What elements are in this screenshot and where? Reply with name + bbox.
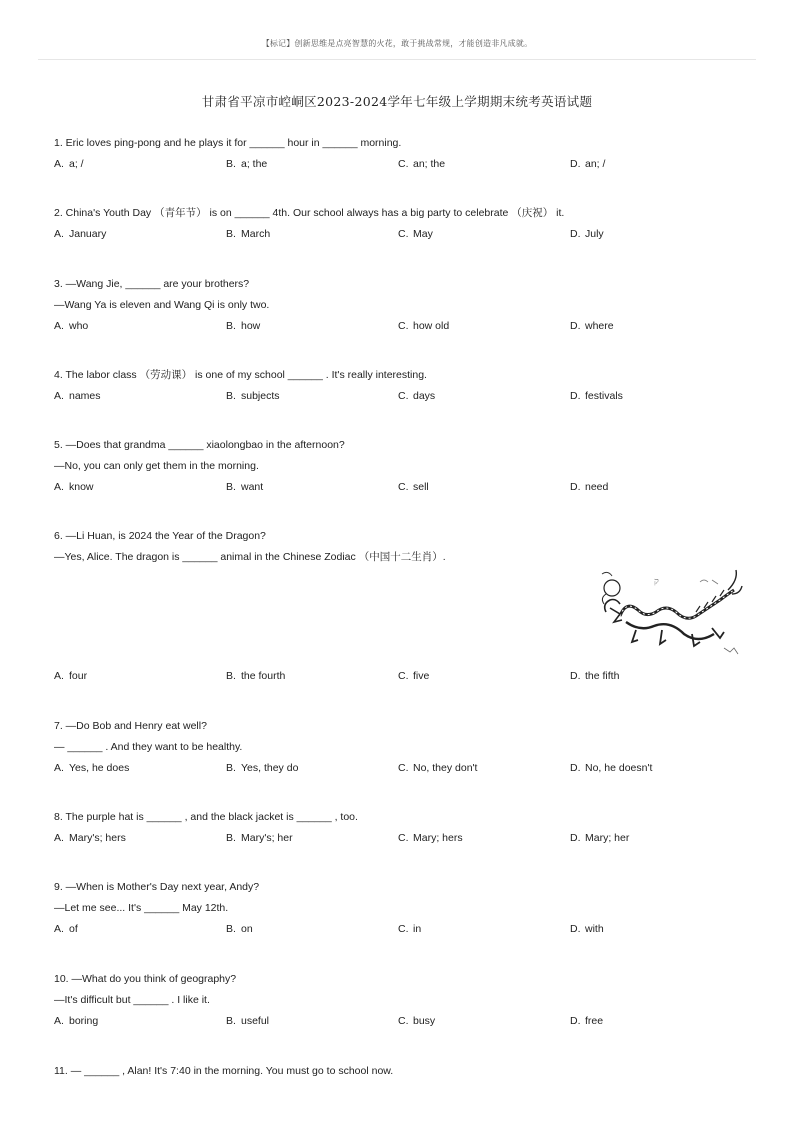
option-text: Mary; hers <box>413 832 463 844</box>
option-d[interactable] <box>570 319 614 333</box>
option-b[interactable] <box>226 389 280 403</box>
question-stem: 3. —Wang Jie, ______ are your brothers? <box>54 278 250 290</box>
option-text: a; / <box>69 158 84 170</box>
option-text: January <box>69 228 107 240</box>
option-c[interactable] <box>398 480 429 494</box>
option-c[interactable] <box>398 1014 435 1028</box>
option-text: free <box>585 1015 604 1027</box>
option-text: March <box>241 228 271 240</box>
document-title: 甘肃省平凉市崆峒区2023-2024学年七年级上学期期末统考英语试题 <box>201 94 593 109</box>
option-text: Mary's; hers <box>69 832 126 844</box>
option-letter: D. <box>570 670 581 682</box>
option-b[interactable] <box>226 1014 269 1028</box>
option-a[interactable] <box>54 1014 98 1028</box>
option-b[interactable] <box>226 761 298 775</box>
option-d[interactable] <box>570 480 608 494</box>
option-b[interactable] <box>226 480 263 494</box>
option-letter: B. <box>226 1015 236 1027</box>
option-c[interactable] <box>398 761 477 775</box>
option-letter: C. <box>398 1015 409 1027</box>
option-text: subjects <box>241 390 280 402</box>
option-text: with <box>585 923 604 935</box>
question-stem: 9. —When is Mother's Day next year, Andy? <box>54 881 260 893</box>
option-letter: C. <box>398 670 409 682</box>
option-b[interactable] <box>226 831 293 845</box>
option-letter: C. <box>398 390 409 402</box>
question-stem: 5. —Does that grandma ______ xiaolongbao in the afternoon? <box>54 439 345 451</box>
option-text: who <box>69 320 89 332</box>
option-letter: C. <box>398 320 409 332</box>
question-stem: 7. —Do Bob and Henry eat well? <box>54 720 207 732</box>
option-a[interactable] <box>54 319 88 333</box>
option-b[interactable] <box>226 922 253 936</box>
option-letter: D. <box>570 228 581 240</box>
question-dialogue-line: —Let me see... It's ______ May 12th. <box>54 902 229 914</box>
option-letter: D. <box>570 320 581 332</box>
option-letter: A. <box>54 158 64 170</box>
option-letter: A. <box>54 762 64 774</box>
option-d[interactable] <box>570 227 604 241</box>
option-letter: D. <box>570 762 581 774</box>
option-text: four <box>69 670 88 682</box>
question-stem: 4. The labor class （劳动课） is one of my school ______ . It's really interesting. <box>54 369 427 381</box>
question-stem: 8. The purple hat is ______ , and the black jacket is ______ , too. <box>54 811 358 823</box>
option-letter: B. <box>226 481 236 493</box>
option-letter: B. <box>226 832 236 844</box>
option-text: in <box>413 923 422 935</box>
option-d[interactable] <box>570 157 605 171</box>
option-b[interactable] <box>226 319 260 333</box>
option-text: festivals <box>585 390 623 402</box>
option-letter: B. <box>226 320 236 332</box>
question-dialogue-line: —Yes, Alice. The dragon is ______ animal in the Chinese Zodiac （中国十二生肖）. <box>54 551 446 563</box>
option-text: days <box>413 390 436 402</box>
option-letter: B. <box>226 762 236 774</box>
option-b[interactable] <box>226 157 267 171</box>
option-letter: A. <box>54 390 64 402</box>
header-divider <box>38 59 756 60</box>
option-text: five <box>413 670 430 682</box>
question-stem: 1. Eric loves ping-pong and he plays it for ______ hour in ______ morning. <box>54 137 402 149</box>
dragon-illustration <box>596 568 744 668</box>
option-text: Mary; her <box>585 832 630 844</box>
option-b[interactable] <box>226 227 270 241</box>
option-c[interactable] <box>398 227 433 241</box>
option-letter: B. <box>226 228 236 240</box>
option-letter: A. <box>54 320 64 332</box>
option-a[interactable] <box>54 227 106 241</box>
option-text: the fourth <box>241 670 286 682</box>
option-letter: D. <box>570 390 581 402</box>
option-d[interactable] <box>570 922 604 936</box>
option-text: useful <box>241 1015 270 1027</box>
option-a[interactable] <box>54 831 126 845</box>
option-text: Mary's; her <box>241 832 293 844</box>
option-c[interactable] <box>398 157 445 171</box>
option-letter: C. <box>398 228 409 240</box>
svg-text:ק: ק <box>654 577 659 587</box>
option-a[interactable] <box>54 761 129 775</box>
option-text: sell <box>413 481 429 493</box>
option-letter: A. <box>54 832 64 844</box>
option-letter: C. <box>398 481 409 493</box>
option-c[interactable] <box>398 922 421 936</box>
option-letter: C. <box>398 832 409 844</box>
option-c[interactable] <box>398 831 463 845</box>
option-text: know <box>69 481 94 493</box>
question-stem: 11. — ______ , Alan! It's 7:40 in the morning. You must go to school now. <box>54 1065 394 1077</box>
option-text: of <box>69 923 78 935</box>
option-d[interactable] <box>570 761 652 775</box>
header-motto: 【标记】创新思维是点亮智慧的火花，敢于挑战常规，才能创造非凡成就。 <box>261 39 533 48</box>
option-letter: D. <box>570 832 581 844</box>
option-letter: D. <box>570 481 581 493</box>
option-c[interactable] <box>398 389 435 403</box>
option-c[interactable] <box>398 319 449 333</box>
option-a[interactable] <box>54 669 87 683</box>
option-text: boring <box>69 1015 99 1027</box>
option-letter: A. <box>54 1015 64 1027</box>
option-text: No, he doesn't <box>585 762 653 774</box>
option-text: an; / <box>585 158 606 170</box>
option-text: names <box>69 390 101 402</box>
option-text: May <box>413 228 433 240</box>
option-text: how <box>241 320 261 332</box>
option-d[interactable] <box>570 389 623 403</box>
option-letter: B. <box>226 158 236 170</box>
option-letter: B. <box>226 390 236 402</box>
option-d[interactable] <box>570 1014 603 1028</box>
option-letter: A. <box>54 228 64 240</box>
option-text: the fifth <box>585 670 620 682</box>
question-stem: 6. —Li Huan, is 2024 the Year of the Dragon? <box>54 530 266 542</box>
option-text: Yes, he does <box>69 762 130 774</box>
option-letter: C. <box>398 158 409 170</box>
question-dialogue-line: —Wang Ya is eleven and Wang Qi is only two. <box>54 299 270 311</box>
question-dialogue-line: —It's difficult but ______ . I like it. <box>54 994 210 1006</box>
option-a[interactable] <box>54 480 94 494</box>
option-letter: A. <box>54 670 64 682</box>
option-text: No, they don't <box>413 762 478 774</box>
option-letter: D. <box>570 1015 581 1027</box>
option-letter: B. <box>226 670 236 682</box>
option-text: where <box>585 320 614 332</box>
option-letter: D. <box>570 923 581 935</box>
option-letter: C. <box>398 762 409 774</box>
option-text: July <box>585 228 604 240</box>
option-letter: A. <box>54 923 64 935</box>
option-text: want <box>241 481 264 493</box>
option-b[interactable] <box>226 669 285 683</box>
option-a[interactable] <box>54 157 84 171</box>
option-a[interactable] <box>54 389 101 403</box>
option-d[interactable] <box>570 669 619 683</box>
option-letter: D. <box>570 158 581 170</box>
question-dialogue-line: —No, you can only get them in the morning. <box>54 460 259 472</box>
option-text: on <box>241 923 253 935</box>
question-stem: 2. China's Youth Day （青年节） is on ______ 4th. Our school always has a big party to celebrate （庆祝） it. <box>54 207 565 219</box>
option-text: an; the <box>413 158 446 170</box>
option-c[interactable] <box>398 669 429 683</box>
option-d[interactable] <box>570 831 629 845</box>
option-text: a; the <box>241 158 268 170</box>
option-text: busy <box>413 1015 436 1027</box>
option-letter: A. <box>54 481 64 493</box>
option-text: Yes, they do <box>241 762 299 774</box>
option-text: need <box>585 481 609 493</box>
option-letter: C. <box>398 923 409 935</box>
question-dialogue-line: — ______ . And they want to be healthy. <box>54 741 243 753</box>
option-letter: B. <box>226 923 236 935</box>
option-a[interactable] <box>54 922 78 936</box>
question-stem: 10. —What do you think of geography? <box>54 973 237 985</box>
option-text: how old <box>413 320 450 332</box>
